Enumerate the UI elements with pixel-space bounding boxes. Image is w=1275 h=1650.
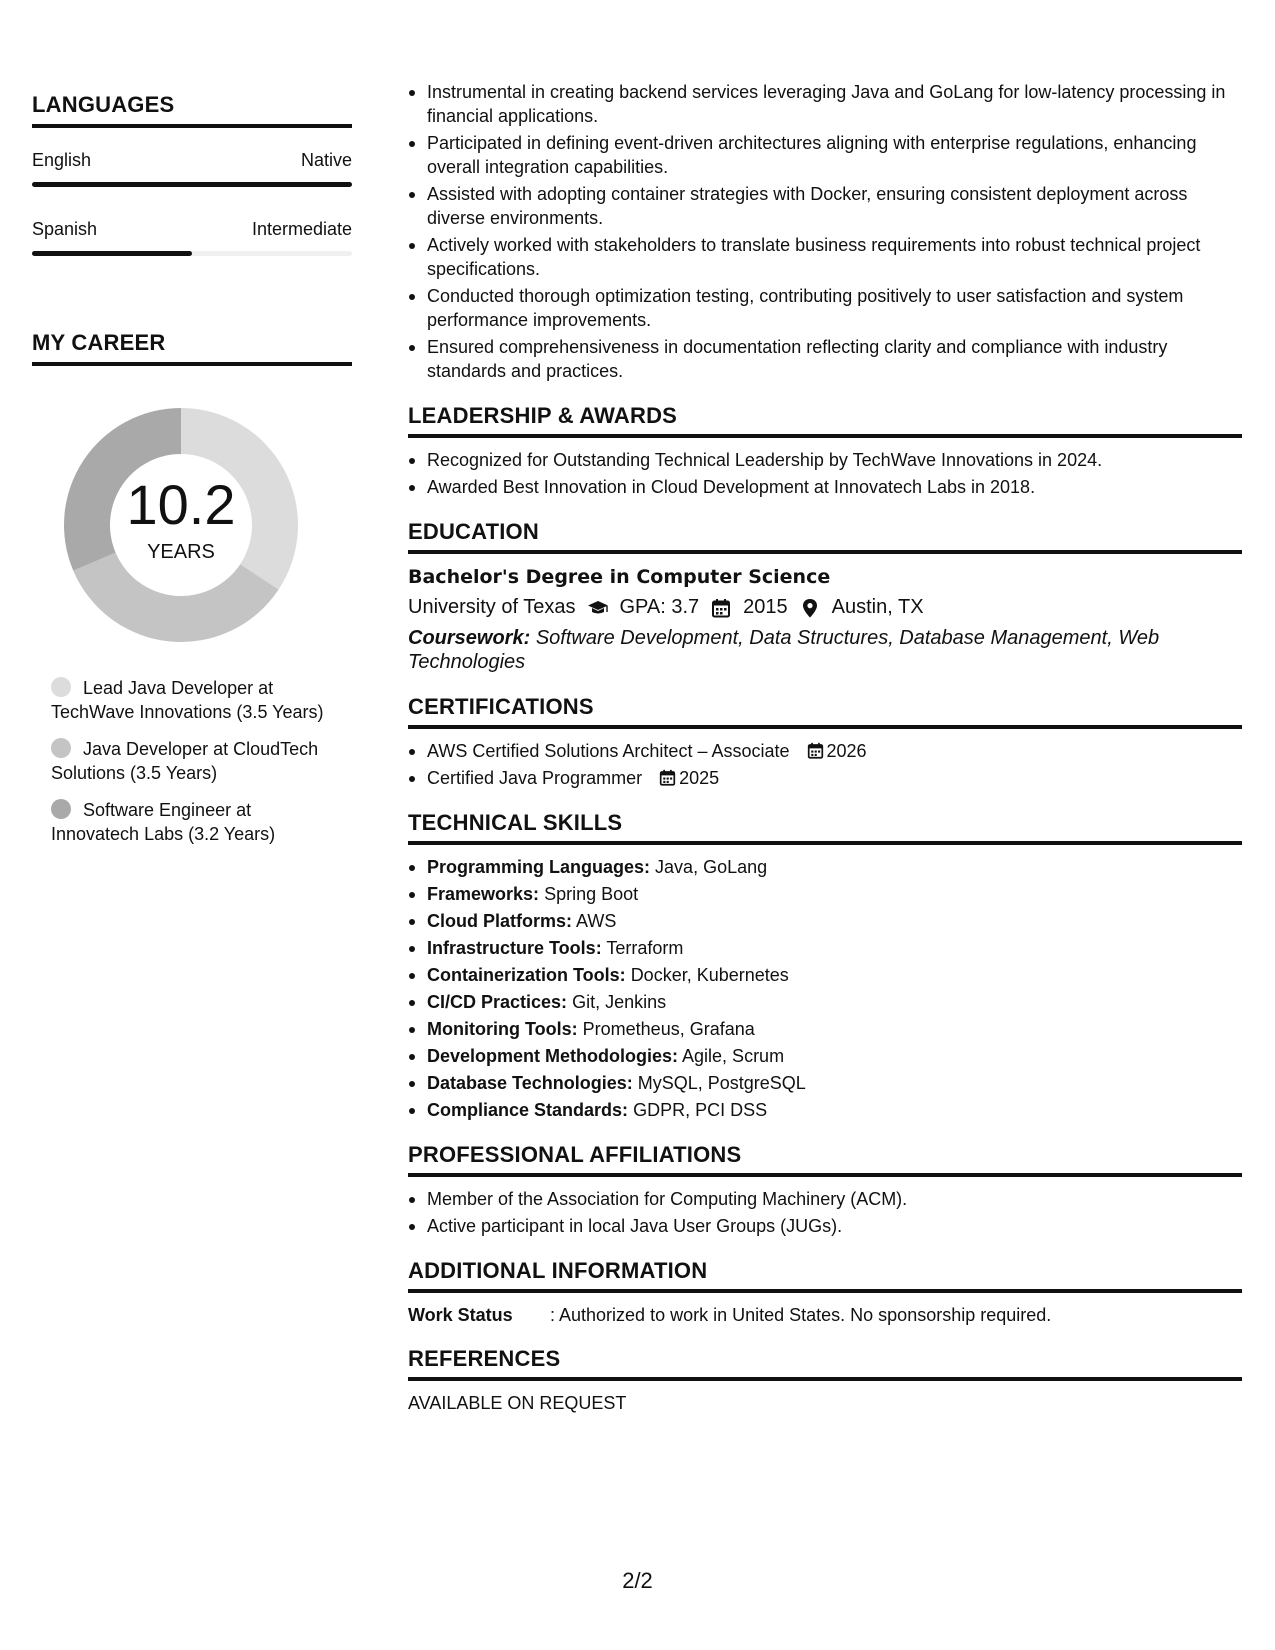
skill-value: Spring Boot xyxy=(544,884,639,904)
affiliations-list xyxy=(408,1187,1242,1238)
list-item xyxy=(408,739,1242,763)
list-item: Recognized for Outstanding Technical Leadership by TechWave Innovations in 2024. xyxy=(408,448,1242,472)
list-item: Participated in defining event-driven architectures aligning with enterprise regulations, enhancing overall integration capabilities. xyxy=(408,131,1242,179)
education-coursework xyxy=(408,626,1242,674)
skill-value: Docker, Kubernetes xyxy=(630,965,789,985)
language-proficiency-fill xyxy=(32,251,192,256)
skill-value: MySQL, PostgreSQL xyxy=(637,1073,806,1093)
skill-category: Cloud Platforms: xyxy=(427,911,573,931)
coursework-value: Software Development, Data Structures, Database Management, Web Technologies xyxy=(408,627,1160,673)
list-item: Assisted with adopting container strategies with Docker, ensuring consistent deployment across diverse environments. xyxy=(408,182,1242,230)
legend-swatch xyxy=(51,738,71,758)
right-column xyxy=(408,80,1242,1414)
list-item xyxy=(408,766,1242,790)
career-legend-item xyxy=(51,798,341,846)
education-details xyxy=(408,596,1242,619)
list-item xyxy=(408,1071,1242,1095)
skill-value: Prometheus, Grafana xyxy=(582,1019,755,1039)
skills-list xyxy=(408,855,1242,1122)
certifications-list xyxy=(408,739,1242,790)
education-year: 2015 xyxy=(743,596,788,618)
experience-bullets xyxy=(408,80,1242,383)
list-item: Instrumental in creating backend services leveraging Java and GoLang for low-latency processing in financial applications. xyxy=(408,80,1242,128)
certification-year: 2026 xyxy=(826,741,867,761)
work-status xyxy=(408,1305,1242,1326)
work-status-value: : Authorized to work in United States. No sponsorship required. xyxy=(550,1305,1052,1325)
calendar-icon xyxy=(711,598,733,618)
list-item: Actively worked with stakeholders to translate business requirements into robust technical project specifications. xyxy=(408,233,1242,281)
list-item xyxy=(408,1098,1242,1122)
skill-category: Containerization Tools: xyxy=(427,965,626,985)
additional-info-heading: ADDITIONAL INFORMATION xyxy=(408,1258,1242,1293)
legend-label: Java Developer at CloudTech Solutions (3.5 Years) xyxy=(51,739,319,783)
list-item xyxy=(408,963,1242,987)
skill-value: Agile, Scrum xyxy=(682,1046,785,1066)
career-donut-chart xyxy=(56,400,306,650)
language-proficiency-bar xyxy=(32,251,352,256)
skills-heading: TECHNICAL SKILLS xyxy=(408,810,1242,845)
list-item xyxy=(408,882,1242,906)
career-legend xyxy=(51,676,341,846)
legend-label: Software Engineer at Innovatech Labs (3.2 Years) xyxy=(51,800,276,844)
language-item xyxy=(32,219,352,256)
location-pin-icon xyxy=(800,598,822,618)
language-item xyxy=(32,150,352,187)
skill-category: CI/CD Practices: xyxy=(427,992,568,1012)
calendar-icon xyxy=(807,741,824,758)
education-degree: Bachelor's Degree in Computer Science xyxy=(408,566,831,588)
skill-category: Database Technologies: xyxy=(427,1073,633,1093)
coursework-label: Coursework: xyxy=(408,627,531,649)
language-proficiency-bar xyxy=(32,182,352,187)
language-level: Native xyxy=(300,150,352,170)
skill-category: Infrastructure Tools: xyxy=(427,938,602,958)
references-heading: REFERENCES xyxy=(408,1346,1242,1381)
list-item xyxy=(408,936,1242,960)
languages-heading: LANGUAGES xyxy=(32,92,352,128)
certification-name: AWS Certified Solutions Architect – Associate xyxy=(427,741,790,761)
language-proficiency-fill xyxy=(32,182,352,187)
career-total-unit: YEARS xyxy=(147,540,215,563)
list-item: Active participant in local Java User Groups (JUGs). xyxy=(408,1214,1242,1238)
education-school: University of Texas xyxy=(408,596,576,618)
education-gpa: GPA: 3.7 xyxy=(619,596,700,618)
certification-year: 2025 xyxy=(679,768,720,788)
calendar-icon xyxy=(659,768,676,785)
skill-value: GDPR, PCI DSS xyxy=(633,1100,768,1120)
skill-category: Frameworks: xyxy=(427,884,540,904)
skill-category: Development Methodologies: xyxy=(427,1046,679,1066)
list-item: Conducted thorough optimization testing, contributing positively to user satisfaction and system performance improvements. xyxy=(408,284,1242,332)
language-name: English xyxy=(32,150,92,170)
career-heading: MY CAREER xyxy=(32,330,352,366)
certifications-heading: CERTIFICATIONS xyxy=(408,694,1242,729)
work-status-label: Work Status xyxy=(408,1305,513,1325)
skill-value: AWS xyxy=(576,911,617,931)
legend-label: Lead Java Developer at TechWave Innovations (3.5 Years) xyxy=(51,678,324,722)
skill-value: Java, GoLang xyxy=(655,857,768,877)
list-item: Ensured comprehensiveness in documentation reflecting clarity and compliance with industry standards and practices. xyxy=(408,335,1242,383)
education-heading: EDUCATION xyxy=(408,519,1242,554)
list-item xyxy=(408,909,1242,933)
skill-value: Git, Jenkins xyxy=(572,992,667,1012)
list-item: Member of the Association for Computing Machinery (ACM). xyxy=(408,1187,1242,1211)
list-item xyxy=(408,990,1242,1014)
graduation-cap-icon xyxy=(587,598,609,618)
list-item xyxy=(408,1044,1242,1068)
affiliations-heading: PROFESSIONAL AFFILIATIONS xyxy=(408,1142,1242,1177)
page-number: 2/2 xyxy=(622,1568,653,1593)
list-item xyxy=(408,855,1242,879)
skill-value: Terraform xyxy=(606,938,684,958)
legend-swatch xyxy=(51,799,71,819)
leadership-heading: LEADERSHIP & AWARDS xyxy=(408,403,1242,438)
references-text: AVAILABLE ON REQUEST xyxy=(408,1393,627,1413)
skill-category: Monitoring Tools: xyxy=(427,1019,578,1039)
education-location: Austin, TX xyxy=(831,596,924,618)
list-item xyxy=(408,1017,1242,1041)
language-name: Spanish xyxy=(32,219,98,239)
certification-name: Certified Java Programmer xyxy=(427,768,643,788)
list-item: Awarded Best Innovation in Cloud Development at Innovatech Labs in 2018. xyxy=(408,475,1242,499)
career-legend-item xyxy=(51,676,341,724)
skill-category: Programming Languages: xyxy=(427,857,651,877)
legend-swatch xyxy=(51,677,71,697)
language-level: Intermediate xyxy=(251,219,352,239)
career-legend-item xyxy=(51,737,341,785)
skill-category: Compliance Standards: xyxy=(427,1100,629,1120)
leadership-list xyxy=(408,448,1242,499)
career-total-years: 10.2 xyxy=(126,472,236,536)
left-column xyxy=(32,92,352,859)
